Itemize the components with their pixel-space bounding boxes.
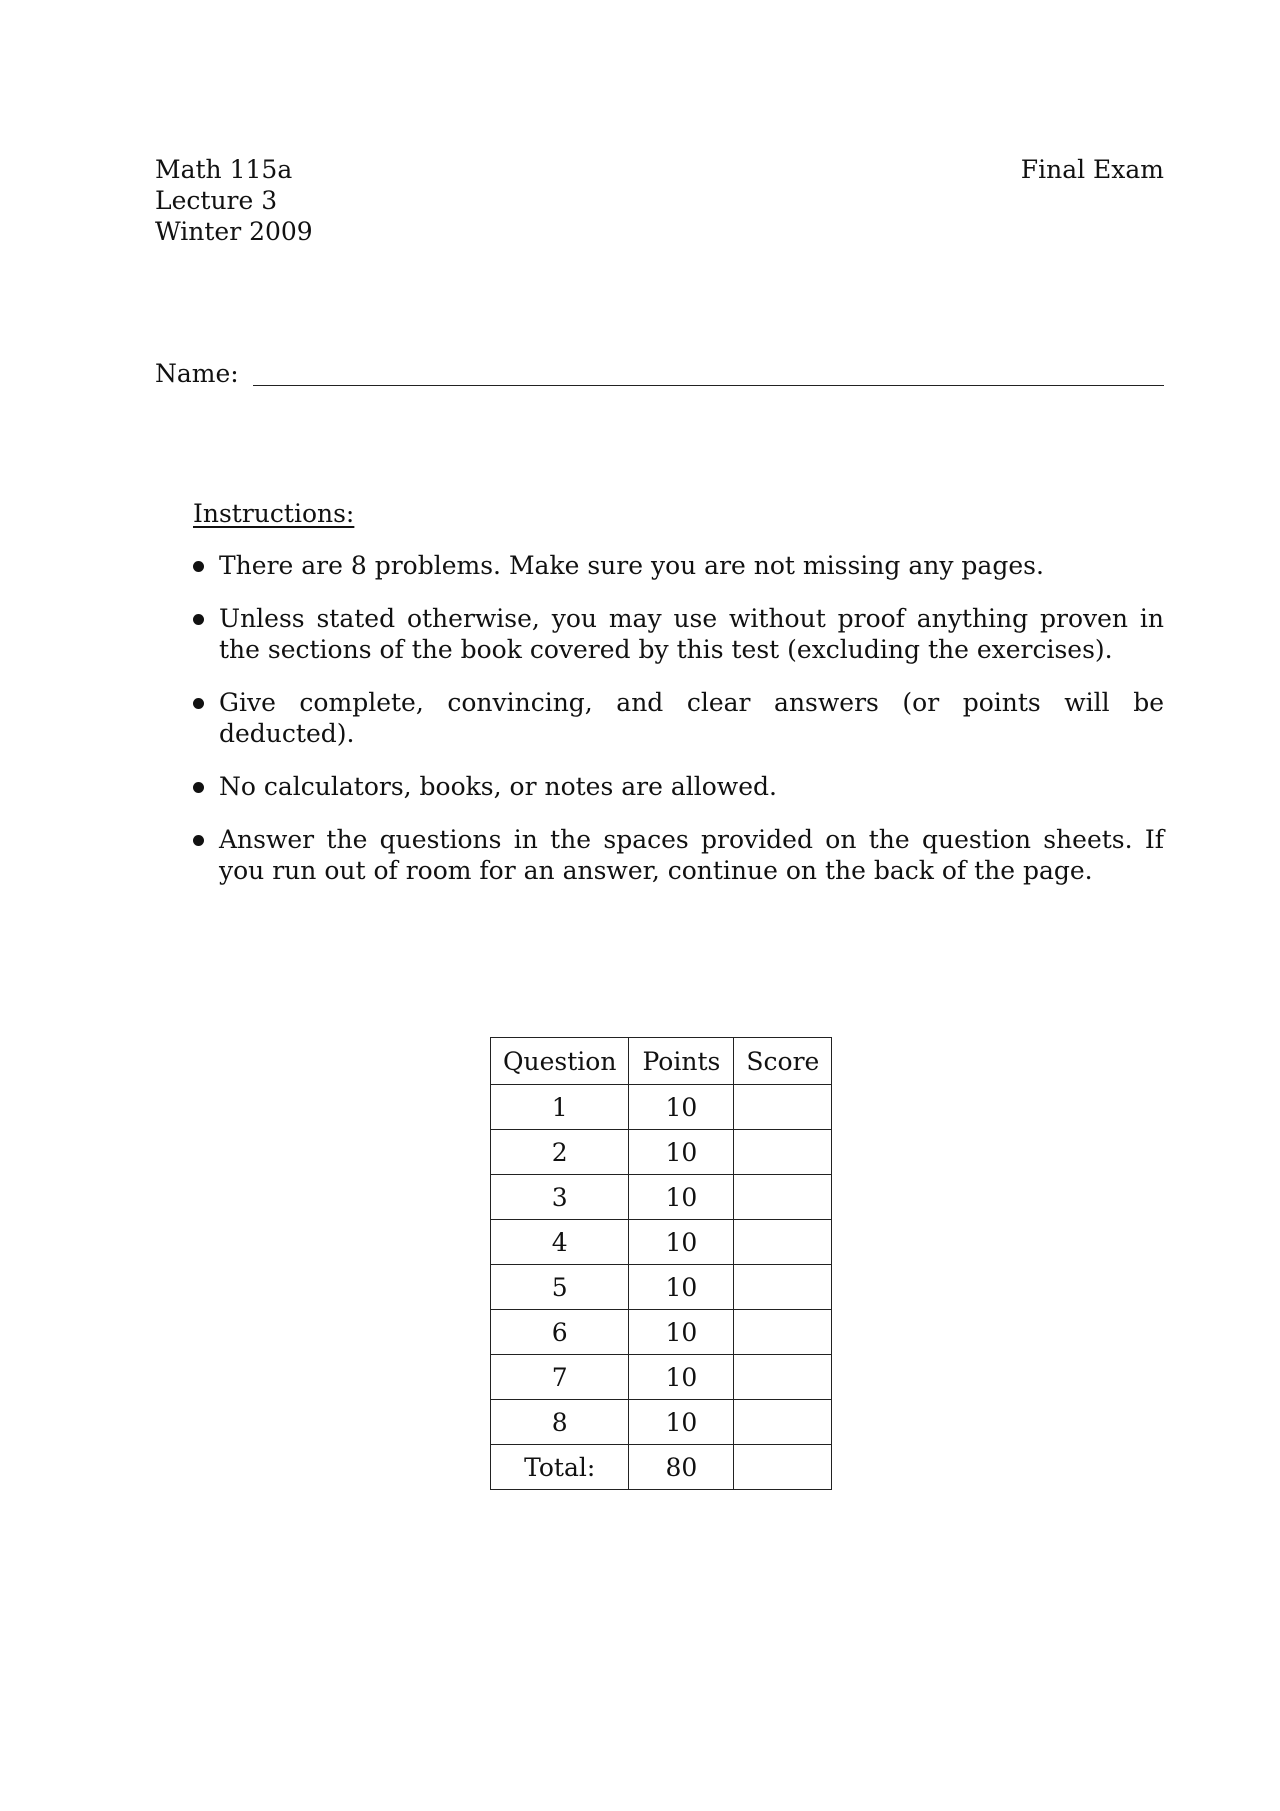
bullet-icon <box>193 835 204 846</box>
question-score[interactable] <box>734 1220 832 1265</box>
question-score[interactable] <box>734 1130 832 1175</box>
table-row <box>491 1085 832 1130</box>
term: Winter 2009 <box>155 217 313 246</box>
bullet-icon <box>193 614 204 625</box>
question-number: 2 <box>491 1130 629 1175</box>
total-row <box>491 1445 832 1490</box>
question-number: 4 <box>491 1220 629 1265</box>
exam-title: Final Exam <box>1020 155 1164 184</box>
total-label: Total: <box>491 1445 629 1490</box>
question-number: 7 <box>491 1355 629 1400</box>
table-row <box>491 1310 832 1355</box>
question-score[interactable] <box>734 1085 832 1130</box>
instruction-item <box>193 603 1164 665</box>
course-name: Math 115a <box>155 155 293 184</box>
table-row <box>491 1220 832 1265</box>
table-row <box>491 1355 832 1400</box>
lecture-number: Lecture 3 <box>155 186 278 215</box>
total-score[interactable] <box>734 1445 832 1490</box>
instruction-text: Unless stated otherwise, you may use without proof anything proven in the sections of the book covered by this test (excluding the exercises). <box>219 604 1164 664</box>
question-points: 10 <box>629 1355 734 1400</box>
bullet-icon <box>193 698 204 709</box>
table-row <box>491 1175 832 1220</box>
course-info <box>155 154 313 247</box>
bullet-icon <box>193 782 204 793</box>
table-header-row <box>491 1038 832 1085</box>
question-points: 10 <box>629 1310 734 1355</box>
points-column-header: Points <box>629 1038 734 1085</box>
table-row <box>491 1265 832 1310</box>
question-points: 10 <box>629 1175 734 1220</box>
total-points: 80 <box>629 1445 734 1490</box>
question-points: 10 <box>629 1130 734 1175</box>
instruction-item <box>193 771 1164 802</box>
instruction-text: No calculators, books, or notes are allowed. <box>219 772 777 801</box>
name-line[interactable] <box>253 363 1164 386</box>
instruction-item <box>193 824 1164 886</box>
question-points: 10 <box>629 1220 734 1265</box>
score-table <box>490 1037 832 1490</box>
table-row <box>491 1400 832 1445</box>
instruction-text: There are 8 problems. Make sure you are not missing any pages. <box>219 551 1044 580</box>
question-number: 5 <box>491 1265 629 1310</box>
question-score[interactable] <box>734 1400 832 1445</box>
question-score[interactable] <box>734 1265 832 1310</box>
instruction-item <box>193 550 1164 581</box>
question-score[interactable] <box>734 1310 832 1355</box>
question-number: 1 <box>491 1085 629 1130</box>
instructions <box>193 498 1164 908</box>
question-number: 8 <box>491 1400 629 1445</box>
question-points: 10 <box>629 1085 734 1130</box>
question-score[interactable] <box>734 1175 832 1220</box>
instruction-item <box>193 687 1164 749</box>
instruction-text: Answer the questions in the spaces provided on the question sheets. If you run out of room for an answer, continue on the back of the page. <box>219 825 1164 885</box>
score-column-header: Score <box>734 1038 832 1085</box>
instructions-list <box>193 550 1164 886</box>
table-row <box>491 1130 832 1175</box>
question-number: 3 <box>491 1175 629 1220</box>
instruction-text: Give complete, convincing, and clear answers (or points will be deducted). <box>219 688 1164 748</box>
question-number: 6 <box>491 1310 629 1355</box>
question-column-header: Question <box>491 1038 629 1085</box>
question-points: 10 <box>629 1265 734 1310</box>
instructions-title: Instructions: <box>193 499 355 528</box>
bullet-icon <box>193 561 204 572</box>
question-score[interactable] <box>734 1355 832 1400</box>
question-points: 10 <box>629 1400 734 1445</box>
name-label: Name: <box>155 359 239 388</box>
name-field <box>155 358 1164 389</box>
